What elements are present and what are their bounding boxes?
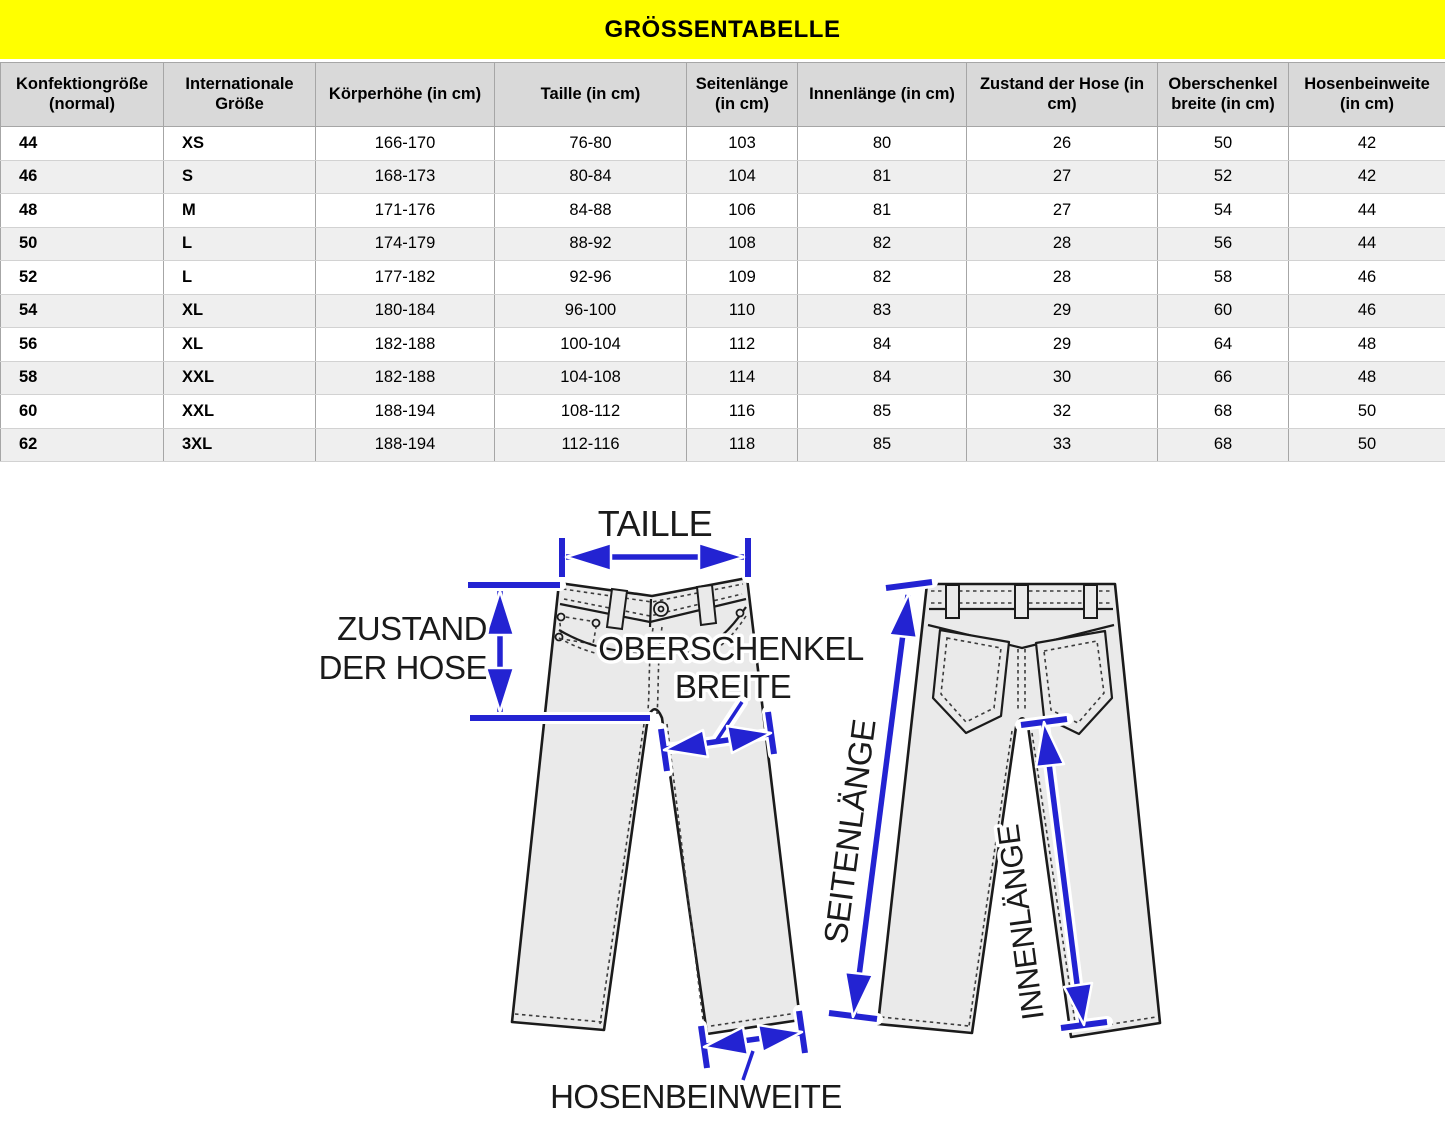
table-cell: XXL [164, 361, 316, 395]
table-cell: 44 [1, 127, 164, 161]
table-cell: 46 [1289, 261, 1445, 295]
table-cell: 82 [798, 261, 967, 295]
table-cell: 188-194 [316, 395, 495, 429]
table-cell: 112-116 [495, 428, 687, 462]
table-cell: 104 [687, 160, 798, 194]
table-row [1, 127, 1445, 161]
table-cell: 50 [1289, 428, 1445, 462]
table-row [1, 194, 1445, 228]
table-cell: 84 [798, 361, 967, 395]
table-cell: 82 [798, 227, 967, 261]
table-cell: 58 [1158, 261, 1289, 295]
table-row [1, 328, 1445, 362]
table-cell: 106 [687, 194, 798, 228]
table-cell: 46 [1, 160, 164, 194]
table-cell: L [164, 227, 316, 261]
table-cell: 116 [687, 395, 798, 429]
table-cell: 108 [687, 227, 798, 261]
table-cell: 180-184 [316, 294, 495, 328]
zustand-label-line1: ZUSTAND [337, 610, 487, 647]
table-cell: 50 [1, 227, 164, 261]
table-cell: 182-188 [316, 328, 495, 362]
title-bar [0, 0, 1445, 62]
table-row [1, 294, 1445, 328]
table-cell: 76-80 [495, 127, 687, 161]
table-cell: 100-104 [495, 328, 687, 362]
table-cell: 103 [687, 127, 798, 161]
table-cell: 44 [1289, 194, 1445, 228]
table-cell: 50 [1158, 127, 1289, 161]
table-cell: 114 [687, 361, 798, 395]
table-cell: 85 [798, 395, 967, 429]
table-cell: 28 [967, 261, 1158, 295]
table-cell: 46 [1289, 294, 1445, 328]
table-row [1, 395, 1445, 429]
table-cell: L [164, 261, 316, 295]
taille-label: TAILLE [597, 503, 713, 544]
column-header: Körperhöhe (in cm) [316, 63, 495, 127]
table-cell: S [164, 160, 316, 194]
table-cell: 32 [967, 395, 1158, 429]
seitenlaenge-label: SEITENLÄNGE [816, 717, 883, 946]
table-cell: 30 [967, 361, 1158, 395]
table-cell: 44 [1289, 227, 1445, 261]
table-cell: 68 [1158, 395, 1289, 429]
table-cell: M [164, 194, 316, 228]
table-cell: 84 [798, 328, 967, 362]
table-cell: 108-112 [495, 395, 687, 429]
column-header: Zustand der Hose (in cm) [967, 63, 1158, 127]
table-cell: 68 [1158, 428, 1289, 462]
table-cell: 83 [798, 294, 967, 328]
table-cell: 104-108 [495, 361, 687, 395]
table-cell: 56 [1, 328, 164, 362]
size-table-head-row [1, 63, 1445, 127]
table-cell: 88-92 [495, 227, 687, 261]
table-cell: 54 [1, 294, 164, 328]
table-cell: 81 [798, 160, 967, 194]
column-header: Oberschenkel breite (in cm) [1158, 63, 1289, 127]
table-row [1, 361, 1445, 395]
measurement-diagram [0, 462, 1445, 1129]
table-cell: 58 [1, 361, 164, 395]
table-cell: 64 [1158, 328, 1289, 362]
table-cell: 60 [1, 395, 164, 429]
size-table-body [1, 127, 1445, 462]
table-cell: 42 [1289, 160, 1445, 194]
column-header: Internationale Größe [164, 63, 316, 127]
table-cell: 50 [1289, 395, 1445, 429]
table-cell: 52 [1, 261, 164, 295]
table-cell: XL [164, 294, 316, 328]
table-cell: 27 [967, 194, 1158, 228]
belt-loop [946, 585, 959, 618]
table-cell: 29 [967, 328, 1158, 362]
table-cell: 28 [967, 227, 1158, 261]
belt-loop [697, 585, 716, 625]
table-cell: 171-176 [316, 194, 495, 228]
table-cell: 52 [1158, 160, 1289, 194]
table-cell: 109 [687, 261, 798, 295]
table-cell: 166-170 [316, 127, 495, 161]
table-cell: 174-179 [316, 227, 495, 261]
table-cell: 27 [967, 160, 1158, 194]
table-row [1, 160, 1445, 194]
table-row [1, 428, 1445, 462]
table-cell: 177-182 [316, 261, 495, 295]
table-cell: 66 [1158, 361, 1289, 395]
belt-loop [1084, 585, 1097, 618]
table-cell: 81 [798, 194, 967, 228]
innenlaenge-label: INNENLÄNGE [990, 822, 1051, 1023]
table-cell: 62 [1, 428, 164, 462]
table-cell: 60 [1158, 294, 1289, 328]
table-row [1, 227, 1445, 261]
table-cell: 85 [798, 428, 967, 462]
table-cell: 54 [1158, 194, 1289, 228]
column-header: Konfektiongröße (normal) [1, 63, 164, 127]
size-table [0, 62, 1445, 462]
table-cell: 112 [687, 328, 798, 362]
table-cell: 118 [687, 428, 798, 462]
table-cell: 42 [1289, 127, 1445, 161]
table-cell: 33 [967, 428, 1158, 462]
table-cell: 80-84 [495, 160, 687, 194]
table-cell: 26 [967, 127, 1158, 161]
table-cell: XS [164, 127, 316, 161]
table-cell: 80 [798, 127, 967, 161]
table-cell: XXL [164, 395, 316, 429]
table-cell: 48 [1289, 328, 1445, 362]
table-cell: 188-194 [316, 428, 495, 462]
hosenbeinweite-label: HOSENBEINWEITE [550, 1078, 842, 1115]
belt-loop [1015, 585, 1028, 618]
oberschenkel-label-line2: BREITE [674, 668, 792, 705]
table-cell: 96-100 [495, 294, 687, 328]
table-cell: 29 [967, 294, 1158, 328]
table-cell: 48 [1289, 361, 1445, 395]
column-header: Innenlänge (in cm) [798, 63, 967, 127]
table-cell: 3XL [164, 428, 316, 462]
table-cell: 110 [687, 294, 798, 328]
table-cell: 168-173 [316, 160, 495, 194]
table-cell: 92-96 [495, 261, 687, 295]
table-cell: XL [164, 328, 316, 362]
table-row [1, 261, 1445, 295]
zustand-label-line2: DER HOSE [318, 649, 487, 686]
table-cell: 182-188 [316, 361, 495, 395]
table-cell: 48 [1, 194, 164, 228]
column-header: Taille (in cm) [495, 63, 687, 127]
table-cell: 56 [1158, 227, 1289, 261]
table-cell: 84-88 [495, 194, 687, 228]
column-header: Seitenlänge (in cm) [687, 63, 798, 127]
oberschenkel-label-line1: OBERSCHENKEL [598, 630, 864, 667]
column-header: Hosenbeinweite (in cm) [1289, 63, 1445, 127]
page-title: GRÖSSENTABELLE [604, 15, 841, 43]
